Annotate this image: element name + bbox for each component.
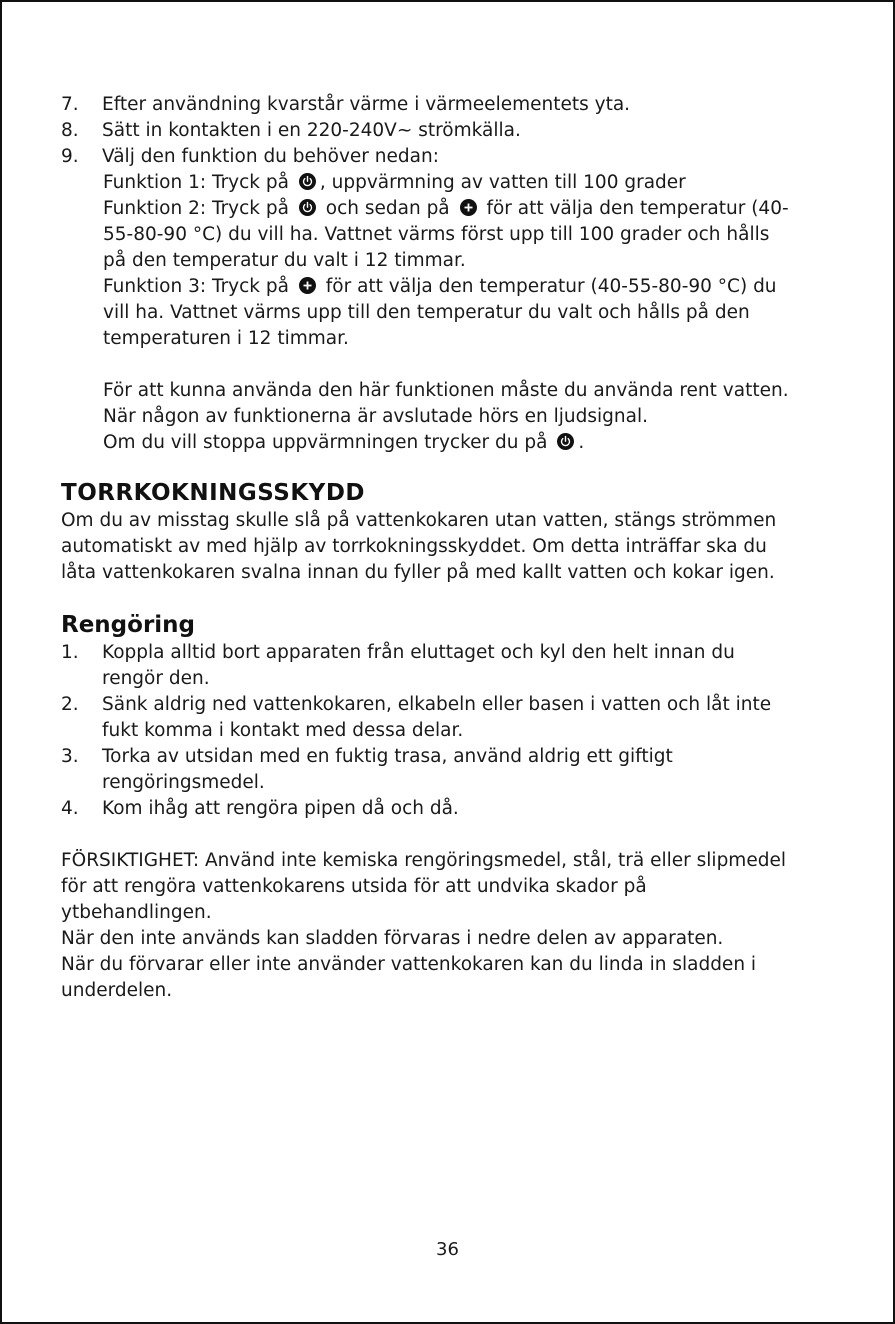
- step-number: 9.: [61, 146, 79, 167]
- power-icon: [299, 173, 316, 190]
- item-number: 3.: [61, 746, 79, 767]
- function-2: [103, 196, 791, 274]
- function-2-text-mid: och sedan på: [325, 198, 450, 219]
- note-clean-water: För att kunna använda den här funktionen måste du använda rent vatten.: [103, 380, 789, 401]
- function-3: [103, 274, 791, 352]
- function-2-description: temperatur (40-55-80-90 °C) du vill ha. Vattnet värms först upp till 100 grader och hålls på den temperatur du valt i 12 timmar.: [103, 198, 789, 271]
- step-text: Efter användning kvarstår värme i värmeelementets yta.: [102, 94, 631, 115]
- list-item: [61, 92, 791, 118]
- step-number: 8.: [61, 120, 79, 141]
- cleaning-heading: Rengöring: [61, 612, 196, 638]
- list-item: [61, 744, 791, 796]
- list-item: [61, 640, 791, 692]
- power-icon: [299, 199, 316, 216]
- list-item: [61, 692, 791, 744]
- function-3-text: Funktion 3: Tryck på: [103, 276, 289, 297]
- list-item: [61, 118, 791, 144]
- function-1: [103, 170, 791, 196]
- item-number: 4.: [61, 798, 79, 819]
- item-text: Kom ihåg att rengöra pipen då och då.: [102, 798, 459, 819]
- steps-list: [61, 92, 791, 170]
- page-content: [61, 92, 791, 1004]
- function-1-text-rest: , uppvärmning av vatten till 100 grader: [319, 172, 686, 193]
- note-signal: När någon av funktionerna är avslutade hörs en ljudsignal.: [103, 406, 648, 427]
- item-text: Torka av utsidan med en fuktig trasa, använd aldrig ett giftigt rengöringsmedel.: [102, 746, 673, 793]
- cleaning-list: [61, 640, 791, 822]
- step-number: 7.: [61, 94, 79, 115]
- caution-text: FÖRSIKTIGHET: Använd inte kemiska rengöringsmedel, stål, trä eller slipmedel för att rengöra vattenkokarens utsida för att undvika skador på ytbehandlingen.: [61, 850, 786, 923]
- item-text: Koppla alltid bort apparaten från eluttaget och kyl den helt innan du rengör den.: [102, 642, 735, 689]
- list-item: [61, 796, 791, 822]
- function-1-text: Funktion 1: Tryck på: [103, 172, 289, 193]
- cord-note: När du förvarar eller inte använder vattenkokaren kan du linda in sladden i underdelen.: [61, 954, 757, 1001]
- note-stop-text: Om du vill stoppa uppvärmningen trycker du på: [103, 432, 548, 453]
- storage-note: När den inte används kan sladden förvaras i nedre delen av apparaten.: [61, 928, 724, 949]
- note-stop: [103, 430, 791, 456]
- functions-block: [61, 170, 791, 456]
- item-text: Sänk aldrig ned vattenkokaren, elkabeln eller basen i vatten och låt inte fukt komma i kontakt med dessa delar.: [102, 694, 772, 741]
- page-number: 36: [436, 1239, 459, 1260]
- function-2-text: Funktion 2: Tryck på: [103, 198, 289, 219]
- plus-icon: [460, 199, 477, 216]
- dry-boil-heading: TORRKOKNINGSSKYDD: [61, 480, 366, 506]
- plus-icon: [299, 277, 316, 294]
- dry-boil-text: Om du av misstag skulle slå på vattenkokaren utan vatten, stängs strömmen automatiskt av med hjälp av torrkokningsskyddet. Om detta inträffar ska du låta vattenkokaren svalna innan du fyller på med kallt vatten och kokar igen.: [61, 510, 777, 583]
- function-3-description: för att välja den temperatur (40-55-80-90 °C) du vill ha. Vattnet värms upp till den temperatur du valt och hålls på den temperaturen i 12 timmar.: [103, 276, 777, 349]
- list-item: [61, 144, 791, 170]
- power-icon: [557, 433, 574, 450]
- step-text: Sätt in kontakten i en 220-240V~ strömkälla.: [102, 120, 521, 141]
- item-number: 1.: [61, 642, 79, 663]
- item-number: 2.: [61, 694, 79, 715]
- step-text: Välj den funktion du behöver nedan:: [102, 146, 439, 167]
- function-2-text-end: för att välja den: [486, 198, 635, 219]
- note-stop-period: .: [578, 432, 585, 453]
